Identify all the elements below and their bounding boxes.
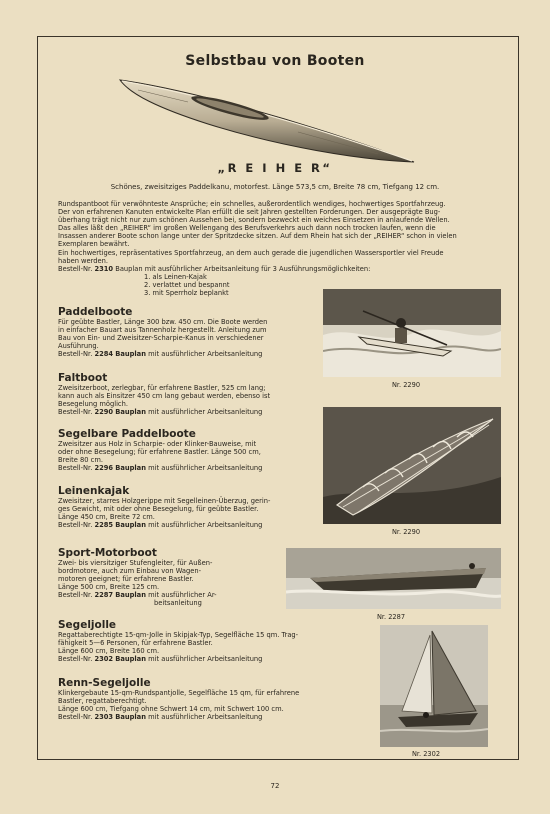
order-line: Bestell-Nr. 2290 Bauplan mit ausführlicher Arbeitsanleitung: [58, 408, 263, 417]
photo-caption: Nr. 2290: [392, 381, 421, 389]
order-line: Bestell-Nr. 2296 Bauplan mit ausführlicher Arbeitsanleitung: [58, 464, 263, 473]
reiher-subtitle: Schönes, zweisitziges Paddelkanu, motorfest. Länge 573,5 cm, Breite 78 cm, Tiefgang 12 cm.: [110, 183, 440, 191]
kayak-photo: [323, 289, 501, 377]
photo-caption: Nr. 2287: [377, 613, 406, 621]
photo-caption: Nr. 2290: [392, 528, 421, 536]
section-heading: Segeljolle: [58, 619, 117, 631]
section-heading: Faltboot: [58, 372, 108, 384]
photo-kayaker-rapids: [323, 289, 501, 377]
section-text: Zwei- bis viersitziger Stufengleiter, für Außen- bordmotore, auch zum Einbau von Wagen- motoren geeignet; für erfahrene Bastler. Länge 500 cm, Breite 125 cm. Bestell-Nr. 2287 Bauplan mit ausführlicher Ar- beitsanleitung: [58, 559, 278, 608]
section-heading: Leinenkajak: [58, 485, 130, 497]
paragraph-line: Insassen anderer Boote schon lange unter der Spritzdecke sitzen. Auf dem Rhein hat sich der „REIHER“ schon in vielen: [58, 232, 457, 241]
section-heading: Paddelboote: [58, 306, 133, 318]
section-text: Zweisitzerboot, zerlegbar, für erfahrene Bastler, 525 cm lang; kann auch als Einsitzer 450 cm lang gebaut werden, ebenso ist Besegelung möglich. Bestell-Nr. 2290 Bauplan mit ausführlicher Arbeitsanleitung: [58, 384, 322, 416]
paragraph-line: überhang trägt nicht nur zum schönen Aussehen bei, sondern bezweckt ein weiches Einsetzen in anlaufende Wellen.: [58, 216, 450, 225]
paragraph-line: haben werden.: [58, 256, 108, 265]
sailboat-photo: [380, 625, 488, 747]
photo-segeljolle: [380, 625, 488, 747]
option-item: 2. verlattet und bespannt: [144, 280, 230, 289]
section-heading: Sport-Motorboot: [58, 547, 157, 559]
motorboat-photo: [286, 548, 501, 609]
section-faltboot: [58, 372, 322, 416]
order-line: Bestell-Nr. 2287 Bauplan mit ausführlicher Ar-: [58, 591, 217, 600]
section-sport-motorboot: [58, 547, 278, 608]
reiher-kayak-illustration: [118, 74, 418, 166]
paragraph-line: Der von erfahrenen Kanuten entwickelte Plan erfüllt die seit Jahren gestellten Forderungen. Der ausgeprägte Bug-: [58, 208, 441, 217]
section-text: Klinkergebaute 15-qm-Rundspantjolle, Segelfläche 15 qm, für erfahrene Bastler, regattaberechtigt. Länge 600 cm, Tiefgang ohne Schwert 14 cm, mit Schwert 100 cm. Bestell-Nr. 2303 Bauplan mit ausführlicher Arbeitsanleitung: [58, 689, 348, 721]
paragraph-line: Exemplaren bewährt.: [58, 240, 130, 249]
section-renn-segeljolle: [58, 677, 348, 721]
section-text: Zweisitzer, starres Holzgerippe mit Segelleinen-Überzug, gerin- ges Gewicht, mit oder ohne Besegelung, für geübte Bastler. Länge 450 cm, Breite 72 cm. Bestell-Nr. 2285 Bauplan mit ausführlicher Arbeitsanleitung: [58, 497, 322, 529]
section-segelbare-paddelboote: [58, 428, 322, 472]
order-line: Bestell-Nr. 2284 Bauplan mit ausführlicher Arbeitsanleitung: [58, 350, 263, 359]
option-item: 1. als Leinen-Kajak: [144, 272, 207, 281]
section-paddelboote: [58, 306, 322, 358]
order-line: Bestell-Nr. 2302 Bauplan mit ausführlicher Arbeitsanleitung: [58, 655, 263, 664]
section-segeljolle: [58, 619, 348, 663]
page-title: Selbstbau von Booten: [185, 53, 365, 69]
paragraph-line: Ein hochwertiges, repräsentatives Sportfahrzeug, an dem auch gerade die jugendlichen Wassersportler viel Freude: [58, 248, 444, 257]
photo-caption: Nr. 2302: [412, 750, 441, 758]
option-item: 3. mit Sperrholz beplankt: [144, 289, 229, 298]
paragraph-line: Das alles läßt den „REIHER“ im großen Wellengang des Berufsverkehrs auch dann noch trocken laufen, wenn die: [58, 224, 436, 233]
photo-faltboot-frame: [323, 407, 501, 524]
order-line: Bestell-Nr. 2303 Bauplan mit ausführlicher Arbeitsanleitung: [58, 713, 263, 722]
frame-photo: [323, 407, 501, 524]
order-line: Bestell-Nr. 2285 Bauplan mit ausführlicher Arbeitsanleitung: [58, 521, 263, 530]
paragraph-line: Rundspantboot für verwöhnteste Ansprüche; ein schnelles, außerordentlich wendiges, hochwertiges Sportfahrzeug.: [58, 200, 446, 208]
section-text: Für geübte Bastler, Länge 300 bzw. 450 cm. Die Boote werden in einfacher Bauart aus Tannenholz hergestellt. Anleitung zum Bau von Ein- und Zweisitzer-Scharpie-Kanus in verschiedener Ausführung. Bestell-Nr. 2284 Bauplan mit ausführlicher Arbeitsanleitung: [58, 318, 322, 358]
section-text: Zweisitzer aus Holz in Scharpie- oder Klinker-Bauweise, mit oder ohne Besegelung; für erfahrene Bastler. Länge 500 cm, Breite 80 cm. Bestell-Nr. 2296 Bauplan mit ausführlicher Arbeitsanleitung: [58, 440, 322, 472]
reiher-description: [58, 200, 498, 297]
section-leinenkajak: [58, 485, 322, 529]
reiher-title: „R E I H E R“: [217, 161, 333, 175]
section-text: Regattaberechtigte 15-qm-Jolle in Skipjak-Typ, Segelfläche 15 qm. Trag- fähigkeit 5—6 Personen, für erfahrene Bastler. Länge 600 cm, Breite 160 cm. Bestell-Nr. 2302 Bauplan mit ausführlicher Arbeitsanleitung: [58, 631, 348, 663]
section-heading: Renn-Segeljolle: [58, 677, 151, 689]
section-heading: Segelbare Paddelboote: [58, 428, 196, 440]
photo-sport-motorboot: [286, 548, 501, 609]
page-number: 72: [270, 782, 280, 790]
reiher-order: Bestell-Nr. 2310 Bauplan mit ausführlicher Arbeitsanleitung für 3 Ausführungsmöglichkeiten:: [58, 264, 371, 273]
